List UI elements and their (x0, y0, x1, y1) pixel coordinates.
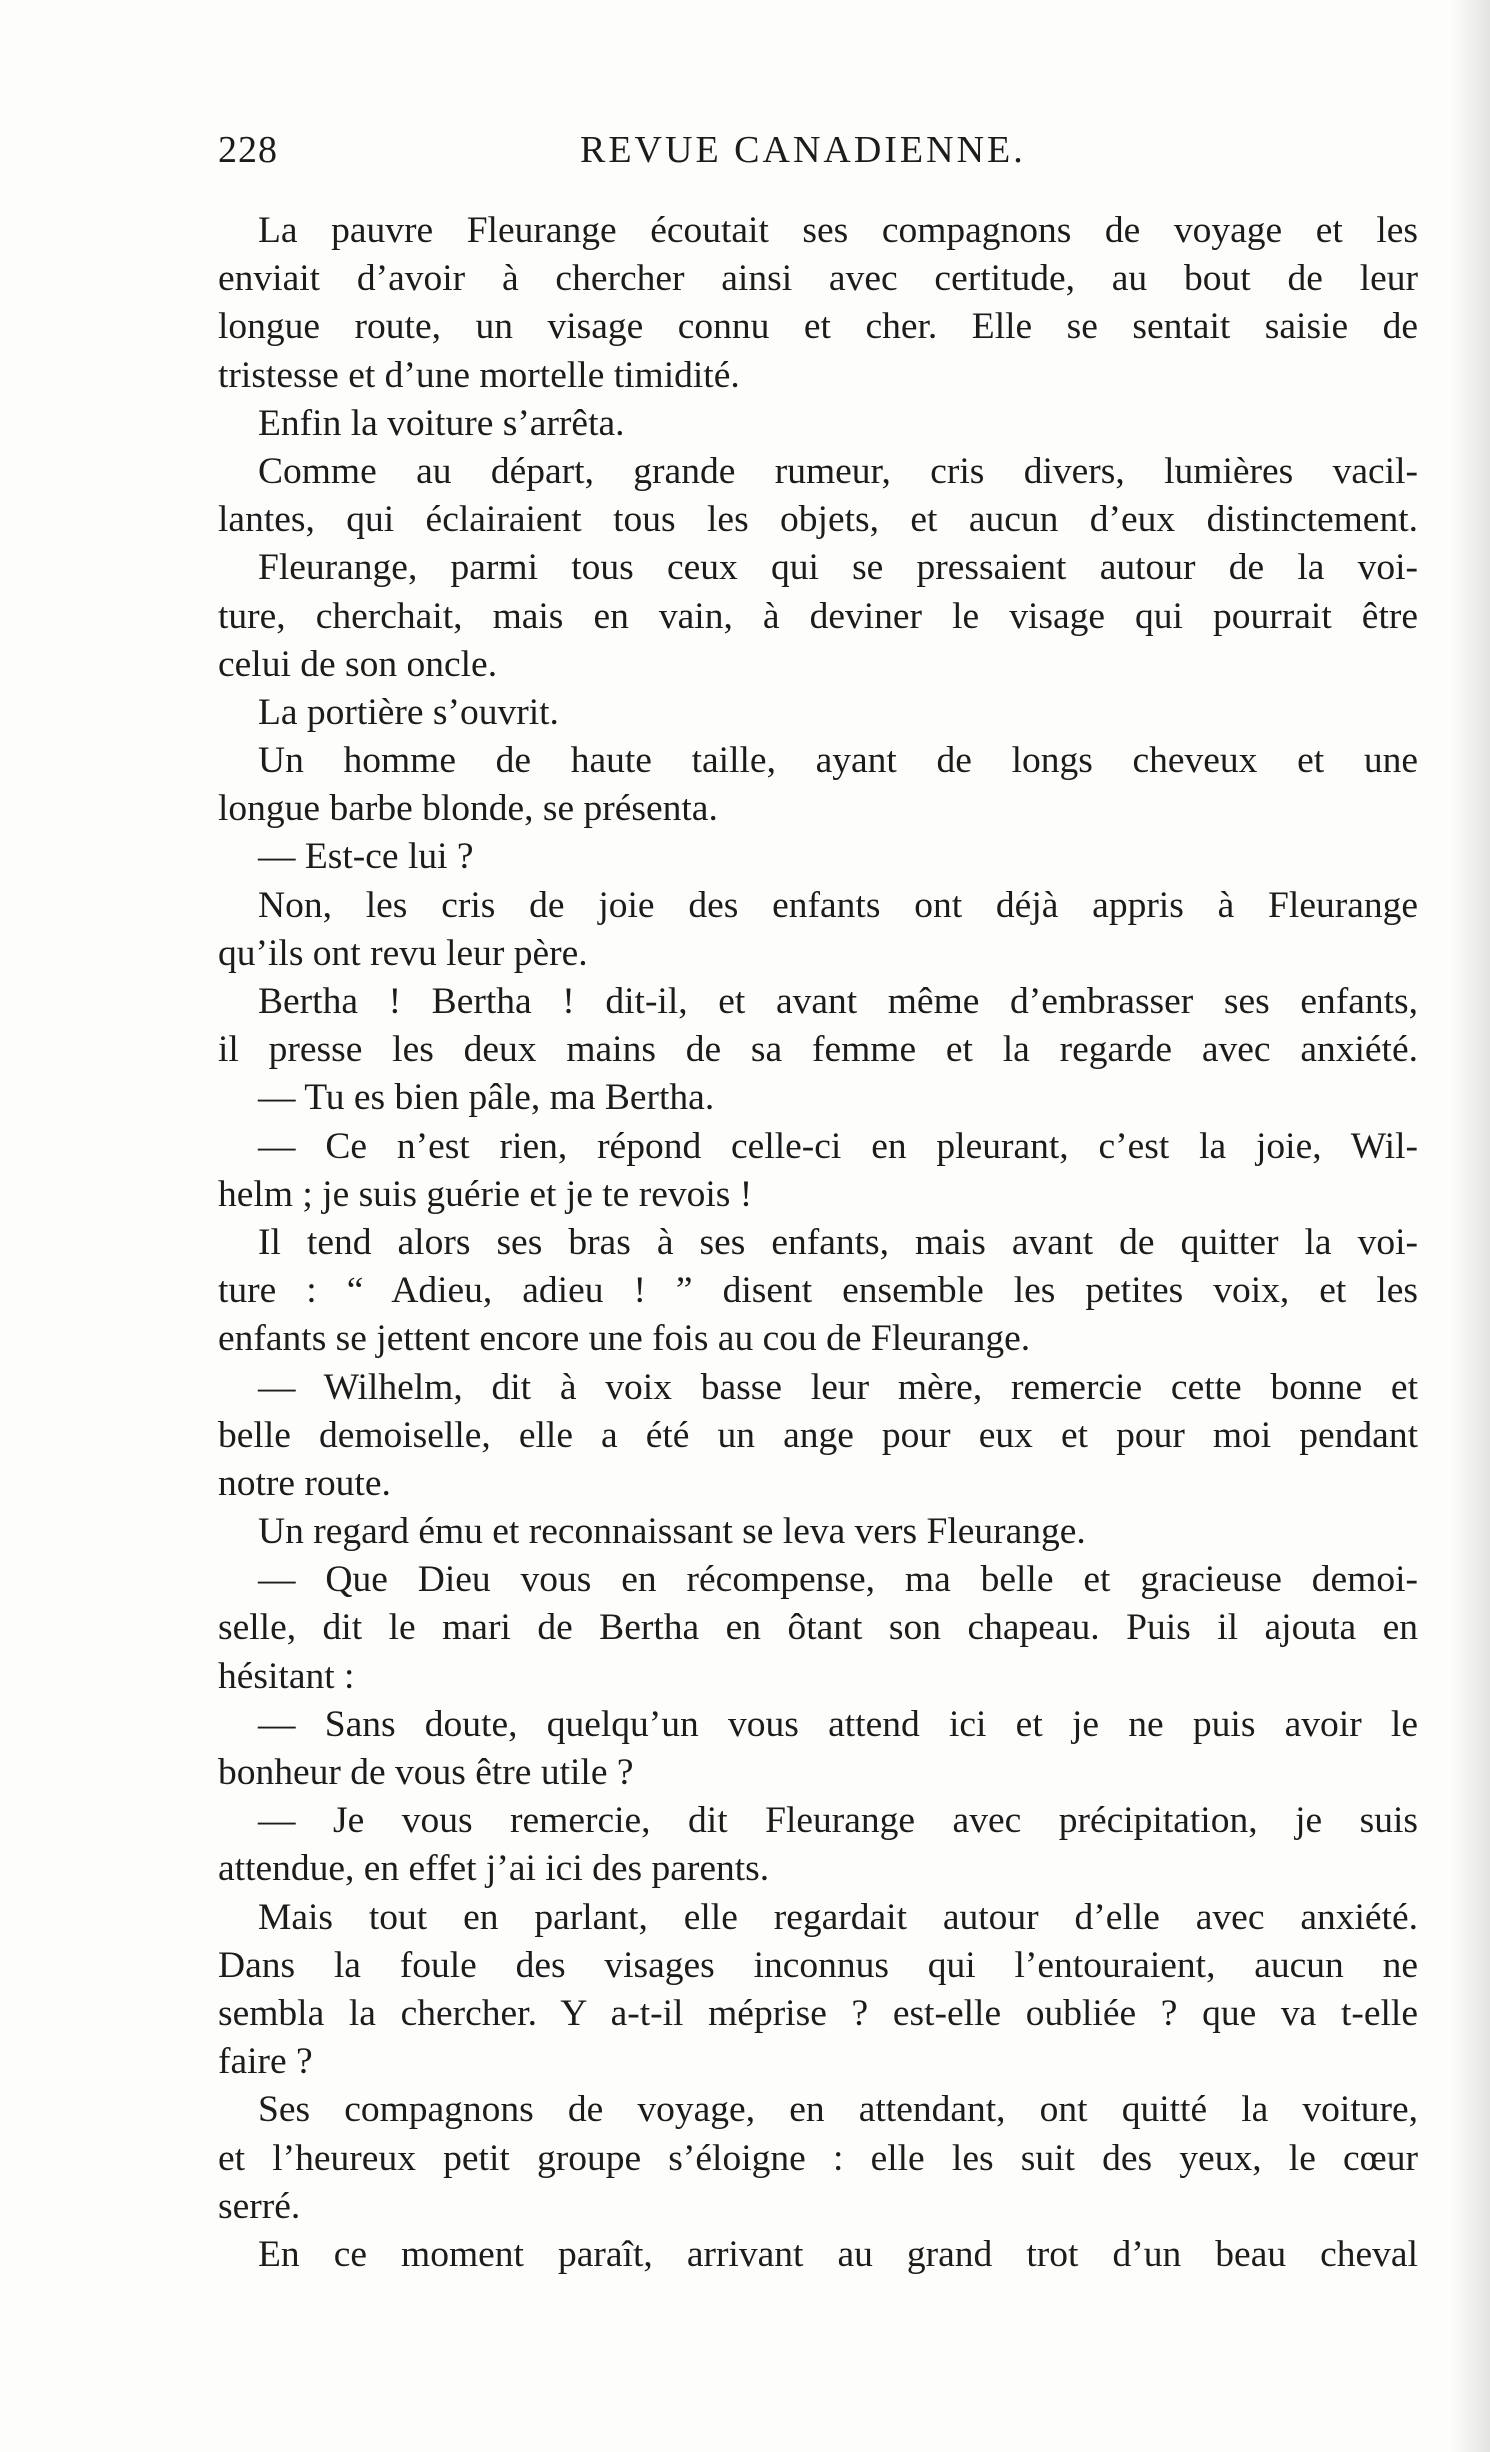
body-text (218, 207, 1418, 2279)
text-line: helm ; je suis guérie et je te revois ! (218, 1173, 753, 1215)
text-line: enfants se jettent encore une fois au cou de Fleurange. (218, 1318, 1031, 1360)
text-line: Non, les cris de joie des enfants ont déjà appris à Fleurange (258, 884, 1418, 926)
text-line: Un homme de haute taille, ayant de longs cheveux et une (258, 740, 1418, 782)
text-line: tristesse et d’une mortelle timidité. (218, 354, 740, 396)
text-line: il presse les deux mains de sa femme et la regarde avec anxiété. (218, 1029, 1418, 1071)
text-line: longue route, un visage connu et cher. Elle se sentait saisie de (218, 306, 1418, 348)
text-line: La portière s’ouvrit. (258, 691, 559, 733)
text-line: — Wilhelm, dit à voix basse leur mère, remercie cette bonne et (258, 1366, 1418, 1408)
text-line: Ses compagnons de voyage, en attendant, ont quitté la voiture, (258, 2089, 1418, 2131)
text-line: — Ce n’est rien, répond celle-ci en pleurant, c’est la joie, Wil- (258, 1125, 1418, 1167)
text-line: En ce moment paraît, arrivant au grand trot d’un beau cheval (258, 2233, 1418, 2275)
text-line: ture, cherchait, mais en vain, à deviner le visage qui pourrait être (218, 595, 1418, 637)
page-number: 228 (218, 129, 278, 171)
text-line: — Je vous remercie, dit Fleurange avec précipitation, je suis (258, 1800, 1418, 1842)
text-line: hésitant : (218, 1655, 355, 1697)
text-line: enviait d’avoir à chercher ainsi avec certitude, au bout de leur (218, 258, 1418, 300)
text-line: Comme au départ, grande rumeur, cris divers, lumières vacil- (258, 450, 1418, 492)
page-edge-shadow (1450, 0, 1490, 2452)
text-line: attendue, en effet j’ai ici des parents. (218, 1848, 770, 1890)
text-line: Bertha ! Bertha ! dit-il, et avant même d’embrasser ses enfants, (258, 981, 1418, 1022)
text-line: longue barbe blonde, se présenta. (218, 788, 718, 830)
text-line: Fleurange, parmi tous ceux qui se pressaient autour de la voi- (258, 547, 1418, 589)
text-line: lantes, qui éclairaient tous les objets, et aucun d’eux distinctement. (218, 499, 1418, 541)
text-line: sembla la chercher. Y a-t-il méprise ? est-elle oubliée ? que va t-elle (218, 1992, 1418, 2034)
text-line: Enfin la voiture s’arrêta. (258, 402, 625, 444)
text-line: qu’ils ont revu leur père. (218, 932, 588, 974)
text-line: Mais tout en parlant, elle regardait autour d’elle avec anxiété. (258, 1896, 1418, 1938)
text-line: Un regard ému et reconnaissant se leva vers Fleurange. (258, 1511, 1086, 1553)
text-line: ture : “ Adieu, adieu ! ” disent ensemble les petites voix, et les (218, 1270, 1418, 1312)
text-line: Il tend alors ses bras à ses enfants, mais avant de quitter la voi- (258, 1221, 1418, 1263)
text-line: Dans la foule des visages inconnus qui l’entouraient, aucun ne (218, 1944, 1418, 1986)
text-line: celui de son oncle. (218, 643, 498, 685)
page-header (218, 128, 1468, 188)
text-line: et l’heureux petit groupe s’éloigne : elle les suit des yeux, le cœur (218, 2137, 1418, 2179)
running-title: REVUE CANADIENNE. (580, 129, 1026, 171)
text-line: — Est-ce lui ? (258, 836, 474, 878)
text-line: notre route. (218, 1462, 391, 1504)
text-line: faire ? (218, 2041, 313, 2083)
text-line: — Sans doute, quelqu’un vous attend ici et je ne puis avoir le (258, 1703, 1418, 1745)
text-line: — Que Dieu vous en récompense, ma belle et gracieuse demoi- (258, 1559, 1418, 1601)
text-line: bonheur de vous être utile ? (218, 1752, 634, 1793)
text-line: — Tu es bien pâle, ma Bertha. (258, 1077, 715, 1119)
text-line: selle, dit le mari de Bertha en ôtant son chapeau. Puis il ajouta en (218, 1607, 1418, 1649)
text-line: belle demoiselle, elle a été un ange pour eux et pour moi pendant (218, 1414, 1418, 1456)
text-line: La pauvre Fleurange écoutait ses compagnons de voyage et les (258, 210, 1418, 251)
text-line: serré. (218, 2185, 301, 2227)
